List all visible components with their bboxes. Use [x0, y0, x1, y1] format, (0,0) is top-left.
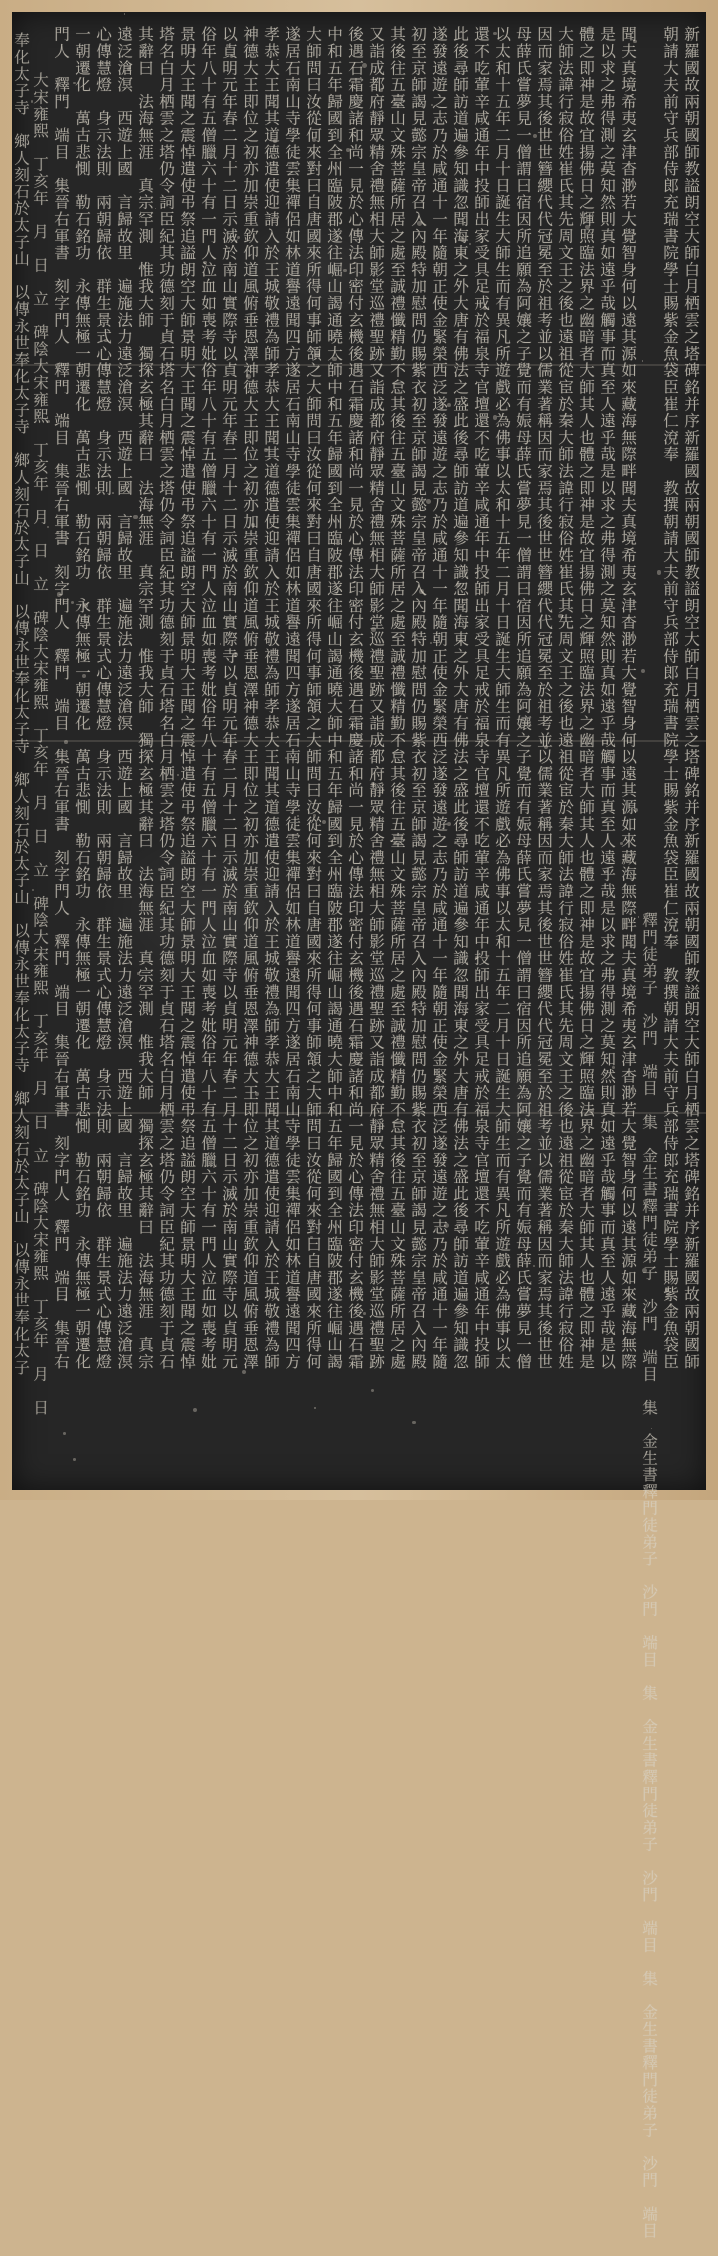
stone-speck	[371, 627, 376, 632]
stone-speck	[314, 1407, 315, 1408]
stone-speck	[456, 583, 459, 586]
inscription-column: 俗年八十有五僧臘六十有一門人泣血如喪考妣俗年八十有五僧臘六十有一門人泣血如喪考妣俗年八十有五僧臘六十有一門人泣血如喪考妣俗年八十有五僧臘六十有一門人泣血如喪考妣	[199, 26, 217, 1370]
inscription-column: 初至京師謁見懿宗皇帝召入內殿特加慰問仍賜紫衣初至京師謁見懿宗皇帝召入內殿特加慰問仍賜紫衣初至京師謁見懿宗皇帝召入內殿特加慰問仍賜紫衣初至京師謁見懿宗皇帝召入內殿	[409, 26, 427, 1370]
stone-speck	[273, 139, 276, 142]
stone-speck	[124, 13, 126, 15]
inscription-column: 大師問曰汝從何來對曰自唐國來所得何事師頷之大師問曰汝從何來對曰自唐國來所得何事師頷之大師問曰汝從何來對曰自唐國來所得何事師頷之大師問曰汝從何來對曰自唐國來所得何	[304, 26, 322, 1370]
inscription-column: 又詣成都府靜眾精舍禮無相大師影堂巡禮聖跡又詣成都府靜眾精舍禮無相大師影堂巡禮聖跡又詣成都府靜眾精舍禮無相大師影堂巡禮聖跡又詣成都府靜眾精舍禮無相大師影堂巡禮聖跡	[367, 26, 385, 1370]
stone-speck	[460, 237, 465, 242]
inscription-column: 門人 釋門 端目 集晉右軍書 刻字門人 釋門 端目 集晉右軍書 刻字門人 釋門 端目 集晉右軍書 刻字門人 釋門 端目 集晉右軍書 刻字門人 釋門 端目 集晉右	[52, 26, 70, 1370]
inscription-column: 朝請大夫前守兵部侍郎充瑞書院學士賜紫金魚袋臣崔仁渷奉 教撰朝請大夫前守兵部侍郎充瑞書院學士賜紫金魚袋臣崔仁渷奉 教撰朝請大夫前守兵部侍郎充瑞書院學士賜紫金魚袋臣	[661, 26, 679, 1370]
stone-speck	[133, 515, 137, 519]
stone-speck	[56, 531, 59, 534]
inscription-column: 塔名白月栖雲之塔仍令詞臣紀其功德刻于貞石塔名白月栖雲之塔仍令詞臣紀其功德刻于貞石塔名白月栖雲之塔仍令詞臣紀其功德刻于貞石塔名白月栖雲之塔仍令詞臣紀其功德刻于貞石	[157, 26, 175, 1370]
stone-speck	[585, 225, 589, 229]
stone-speck	[193, 1408, 197, 1412]
stone-speck	[57, 592, 61, 596]
stone-speck	[47, 526, 49, 528]
stone-speck	[32, 889, 34, 891]
stone-speck	[252, 131, 253, 132]
inscription-column: 以貞明元年春二月十二日示滅於南山實際寺以貞明元年春二月十二日示滅於南山實際寺以貞明元年春二月十二日示滅於南山實際寺以貞明元年春二月十二日示滅於南山實際寺以貞明元	[220, 26, 238, 1370]
inscription-column: 神德大王即位之初亦加崇重欽仰道風俯垂恩澤神德大王即位之初亦加崇重欽仰道風俯垂恩澤神德大王即位之初亦加崇重欽仰道風俯垂恩澤神德大王即位之初亦加崇重欽仰道風俯垂恩澤	[241, 26, 259, 1370]
stone-speck	[620, 842, 623, 845]
stone-speck	[31, 100, 33, 102]
stele-rubbing	[12, 12, 706, 2256]
stone-speck	[533, 134, 537, 138]
stone-speck	[634, 808, 638, 812]
stone-speck	[263, 694, 264, 695]
stone-speck	[246, 374, 251, 379]
stone-speck	[633, 40, 636, 43]
stone-speck	[64, 1298, 66, 1300]
stone-speck	[515, 458, 517, 460]
stone-speck	[183, 1153, 186, 1156]
inscription-column: 中和五年歸國到全州臨陂郡遂往崛山謁通曉大師中和五年歸國到全州臨陂郡遂往崛山謁通曉大師中和五年歸國到全州臨陂郡遂往崛山謁通曉大師中和五年歸國到全州臨陂郡遂往崛山謁	[325, 26, 343, 1370]
inscription-column: 奉化太子寺 鄉人刻石於太子山 以傳永世奉化太子寺 鄉人刻石於太子山 以傳永世奉化太子寺 鄉人刻石於太子山 以傳永世奉化太子寺 鄉人刻石於太子山 以傳永世奉化太子	[12, 32, 30, 1376]
stone-speck	[280, 1013, 282, 1015]
inscription-column: 是以求之弗得測之莫知然則真如遠乎哉觸事而真至人遠乎哉是以求之弗得測之莫知然則真如遠乎哉觸事而真至人遠乎哉是以求之弗得測之莫知然則真如遠乎哉觸事而真至人遠乎哉是以	[598, 26, 616, 1370]
inscription-column: 其辭曰 法海無涯 真宗罕測 惟我大師 獨探玄極其辭曰 法海無涯 真宗罕測 惟我大師 獨探玄極其辭曰 法海無涯 真宗罕測 惟我大師 獨探玄極其辭曰 法海無涯 真宗	[136, 26, 154, 1370]
stone-speck	[277, 1218, 278, 1219]
inscription-column: 釋門徒弟子 沙門 端目 集 金生書釋門徒弟子 沙門 端目 集 金生書釋門徒弟子 沙門 端目 集 金生書釋門徒弟子 沙門 端目 集 金生書釋門徒弟子 沙門 端目	[640, 912, 658, 2256]
stone-speck	[447, 403, 451, 407]
inscription-column: 以太和十五年二月十日誕生大師生而有異凡所遊戲必為佛事以太和十五年二月十日誕生大師生而有異凡所遊戲必為佛事以太和十五年二月十日誕生大師生而有異凡所遊戲必為佛事以太	[493, 26, 511, 1370]
stone-speck	[362, 63, 367, 68]
inscription-column: 遠泛滄溟 西遊上國 言歸故里 遍施法力遠泛滄溟 西遊上國 言歸故里 遍施法力遠泛滄溟 西遊上國 言歸故里 遍施法力遠泛滄溟 西遊上國 言歸故里 遍施法力遠泛滄溟	[115, 26, 133, 1370]
stone-speck	[444, 1223, 449, 1228]
stone-speck	[233, 652, 238, 657]
stone-speck	[601, 168, 604, 171]
stone-speck	[419, 589, 424, 594]
stone-speck	[431, 104, 433, 106]
stone-speck	[641, 669, 645, 673]
stone-speck	[677, 1201, 679, 1203]
stone-speck	[12, 670, 14, 672]
stone-speck	[371, 782, 375, 786]
stone-speck	[657, 570, 662, 575]
stone-speck	[137, 972, 140, 975]
stone-speck	[47, 420, 50, 423]
stone-speck	[393, 181, 396, 184]
inscription-column: 大師法諱行寂俗姓崔氏其先周文王之後也遠祖從宦於秦大師法諱行寂俗姓崔氏其先周文王之後也遠祖從宦於秦大師法諱行寂俗姓崔氏其先周文王之後也遠祖從宦於秦大師法諱行寂俗姓	[556, 26, 574, 1370]
stone-speck	[64, 740, 68, 744]
inscription-column: 孝恭大王聞其道德遣使迎請入於王城敬禮為師孝恭大王聞其道德遣使迎請入於王城敬禮為師孝恭大王聞其道德遣使迎請入於王城敬禮為師孝恭大王聞其道德遣使迎請入於王城敬禮為師	[262, 26, 280, 1370]
stone-speck	[371, 1389, 374, 1392]
stone-speck	[242, 1370, 246, 1374]
inscription-column: 因而家焉其後世世簪纓代代冠冕至於祖考並以儒業著稱因而家焉其後世世簪纓代代冠冕至於祖考並以儒業著稱因而家焉其後世世簪纓代代冠冕至於祖考並以儒業著稱因而家焉其後世世	[535, 26, 553, 1370]
stone-speck	[63, 1432, 66, 1435]
stone-speck	[252, 481, 254, 483]
stone-speck	[469, 243, 471, 245]
inscription-column: 聞夫真境希夷玄津杳渺若大覺智身何以遠其源如來藏海無際畔聞夫真境希夷玄津杳渺若大覺智身何以遠其源如來藏海無際畔聞夫真境希夷玄津杳渺若大覺智身何以遠其源如來藏海無際	[619, 26, 637, 1370]
stone-speck	[547, 638, 548, 639]
stone-speck	[332, 357, 337, 362]
inscription-column: 遂發遠遊之志乃於咸通十一年隨朝正使金緊榮西泛遂發遠遊之志乃於咸通十一年隨朝正使金緊榮西泛遂發遠遊之志乃於咸通十一年隨朝正使金緊榮西泛遂發遠遊之志乃於咸通十一年隨	[430, 26, 448, 1370]
stone-speck	[264, 448, 268, 452]
stone-speck	[379, 89, 382, 92]
stone-speck	[603, 348, 607, 352]
stone-speck	[343, 681, 344, 682]
inscription-column: 心傳慧燈 身示法則 兩朝歸依 群生景式心傳慧燈 身示法則 兩朝歸依 群生景式心傳慧燈 身示法則 兩朝歸依 群生景式心傳慧燈 身示法則 兩朝歸依 群生景式心傳慧燈	[94, 26, 112, 1370]
stone-speck	[363, 1312, 366, 1315]
inscription-column: 還不吃葷辛咸通年中投師出家受具足戒於福泉寺官壇還不吃葷辛咸通年中投師出家受具足戒於福泉寺官壇還不吃葷辛咸通年中投師出家受具足戒於福泉寺官壇還不吃葷辛咸通年中投師	[472, 26, 490, 1370]
stone-speck	[315, 352, 320, 357]
stone-speck	[170, 1081, 172, 1083]
stone-speck	[322, 820, 326, 824]
stone-speck	[605, 870, 608, 873]
stone-speck	[426, 499, 431, 504]
stone-speck	[226, 44, 229, 47]
stone-speck	[507, 1255, 509, 1257]
stone-speck	[83, 603, 88, 608]
stone-speck	[220, 643, 221, 644]
inscription-column: 一朝遷化 萬古悲惻 勒石銘功 永傳無極一朝遷化 萬古悲惻 勒石銘功 永傳無極一朝遷化 萬古悲惻 勒石銘功 永傳無極一朝遷化 萬古悲惻 勒石銘功 永傳無極一朝遷化	[73, 26, 91, 1370]
stone-speck	[642, 360, 643, 361]
stone-speck	[475, 956, 478, 959]
inscription-column: 大宋雍熙 丁亥年 月 日 立 碑陰大宋雍熙 丁亥年 月 日 立 碑陰大宋雍熙 丁亥年 月 日 立 碑陰大宋雍熙 丁亥年 月 日 立 碑陰大宋雍熙 丁亥年 月 日	[31, 72, 49, 1416]
stone-speck	[112, 492, 114, 494]
stone-speck	[311, 398, 314, 401]
stone-speck	[612, 1066, 615, 1069]
stone-speck	[493, 32, 497, 36]
inscription-column: 後遇石霜慶諸和尚一見於心傳法印密付玄機後遇石霜慶諸和尚一見於心傳法印密付玄機後遇石霜慶諸和尚一見於心傳法印密付玄機後遇石霜慶諸和尚一見於心傳法印密付玄機後遇石霜	[346, 26, 364, 1370]
stone-speck	[350, 1038, 353, 1041]
stone-speck	[558, 614, 563, 619]
stone-speck	[97, 1170, 100, 1173]
stone-speck	[255, 1092, 259, 1096]
stone-speck	[417, 221, 422, 226]
stone-speck	[285, 1120, 288, 1123]
inscription-column: 其後往五臺山文殊菩薩所居之處至誠禮懺精勤不怠其後往五臺山文殊菩薩所居之處至誠禮懺精勤不怠其後往五臺山文殊菩薩所居之處至誠禮懺精勤不怠其後往五臺山文殊菩薩所居之處	[388, 26, 406, 1370]
inscription-column: 此後尋師訪道遍參知識忽聞海東之外大唐有佛法之盛此後尋師訪道遍參知識忽聞海東之外大唐有佛法之盛此後尋師訪道遍參知識忽聞海東之外大唐有佛法之盛此後尋師訪道遍參知識忽	[451, 26, 469, 1370]
stone-speck	[237, 236, 240, 239]
inscription-column: 新羅國故兩朝國師教謚朗空大師白月栖雲之塔碑銘并序新羅國故兩朝國師教謚朗空大師白月栖雲之塔碑銘并序新羅國故兩朝國師教謚朗空大師白月栖雲之塔碑銘并序新羅國故兩朝國師	[682, 26, 700, 1370]
inscription-column: 景明大王聞之震悼遣使弔祭追謚朗空大師景明大王聞之震悼遣使弔祭追謚朗空大師景明大王聞之震悼遣使弔祭追謚朗空大師景明大王聞之震悼遣使弔祭追謚朗空大師景明大王聞之震悼	[178, 26, 196, 1370]
stone-speck	[73, 1458, 76, 1461]
stone-speck	[127, 67, 131, 71]
inscription-column: 體之即神是故宜揚佛日之輝照臨法界之幽暗者大師其人也體之即神是故宜揚佛日之輝照臨法界之幽暗者大師其人也體之即神是故宜揚佛日之輝照臨法界之幽暗者大師其人也體之即神是	[577, 26, 595, 1370]
inscription-column: 母薛氏嘗夢見一僧謂曰宿因所追願為阿孃之子覺而有娠母薛氏嘗夢見一僧謂曰宿因所追願為阿孃之子覺而有娠母薛氏嘗夢見一僧謂曰宿因所追願為阿孃之子覺而有娠母薛氏嘗夢見一僧	[514, 26, 532, 1370]
stone-speck	[623, 979, 624, 980]
stone-speck	[203, 261, 207, 265]
stone-speck	[412, 1421, 416, 1425]
inscription-column: 遂居石南山寺學徒雲集禪侶如林道譽遠聞四方遂居石南山寺學徒雲集禪侶如林道譽遠聞四方遂居石南山寺學徒雲集禪侶如林道譽遠聞四方遂居石南山寺學徒雲集禪侶如林道譽遠聞四方	[283, 26, 301, 1370]
stone-speck	[346, 148, 350, 152]
stone-speck	[610, 873, 611, 874]
